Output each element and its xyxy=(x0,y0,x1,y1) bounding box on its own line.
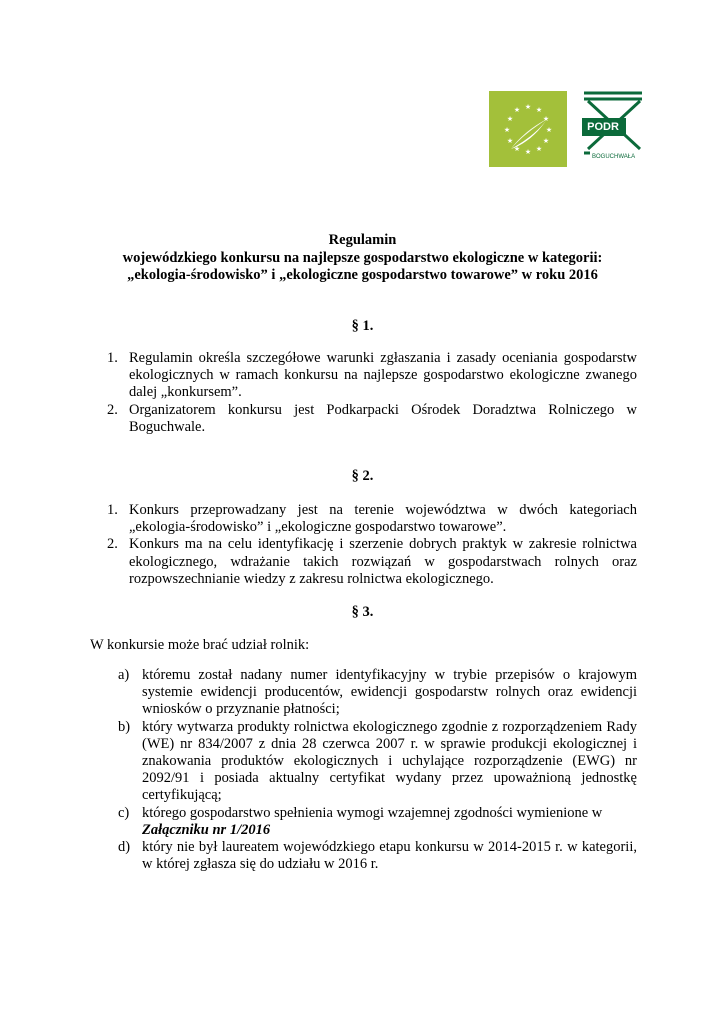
svg-text:★: ★ xyxy=(542,115,550,123)
svg-text:★: ★ xyxy=(513,106,521,114)
list-item-letter: a) xyxy=(118,667,130,683)
list-item-number: 2. xyxy=(107,401,118,418)
section-1-list xyxy=(90,350,637,436)
svg-text:★: ★ xyxy=(513,145,521,153)
attachment-reference: Załączniku nr 1/2016 xyxy=(142,821,271,838)
list-item-letter: b) xyxy=(118,718,131,735)
section-3-heading: § 3. xyxy=(351,604,374,620)
podr-logo-text: PODR xyxy=(587,121,619,133)
list-item-number: 2. xyxy=(107,536,118,553)
list-item-text: który wytwarza produkty rolnictwa ekologicznego zgodnie z rozporządzeniem Rady (WE) nr 834/2007 z dnia 28 czerwca 2007 r. w sprawie produkcji ekologicznej i znakowania produktów ekologicznych i uchylające rozporządzenie (EWG) nr 2092/91 i posiada aktualny certyfikat wydany przez upoważnioną jednostkę certyfikującą; xyxy=(142,718,637,804)
list-item xyxy=(90,350,637,402)
list-item-letter: c) xyxy=(118,804,130,821)
list-item xyxy=(90,667,637,719)
svg-text:★: ★ xyxy=(506,115,514,123)
svg-text:★: ★ xyxy=(545,126,553,134)
list-item xyxy=(90,805,637,839)
list-item-text: któremu został nadany numer identyfikacyjny w trybie przepisów o krajowym systemie ewidencji producentów, ewidencji gospodarstw rolnych oraz ewidencji wniosków o przyznanie płatności; xyxy=(142,667,637,718)
title-line-2: wojewódzkiego konkursu na najlepsze gospodarstwo ekologiczne w kategorii: xyxy=(122,249,603,266)
list-item-letter: d) xyxy=(118,839,131,856)
list-item-text: którego gospodarstwo spełnienia wymogi wzajemnej zgodności wymienione w xyxy=(142,804,603,821)
list-item-text: Organizatorem konkursu jest Podkarpacki Ośrodek Doradztwa Rolniczego w Boguchwale. xyxy=(129,401,637,435)
section-2-heading: § 2. xyxy=(351,468,374,484)
section-3-list xyxy=(90,667,637,873)
svg-text:★: ★ xyxy=(535,106,543,114)
svg-text:★: ★ xyxy=(542,137,550,145)
list-item xyxy=(90,719,637,805)
list-item xyxy=(90,839,637,873)
eu-organic-leaf-icon xyxy=(489,91,567,167)
document-title xyxy=(90,232,635,285)
section-3-intro: W konkursie może brać udział rolnik: xyxy=(90,637,310,653)
svg-text:★: ★ xyxy=(535,145,543,153)
list-item-number: 1. xyxy=(107,350,118,366)
list-item xyxy=(90,402,637,436)
list-item-text: który nie był laureatem wojewódzkiego etapu konkursu w 2014-2015 r. w kategorii, w której zgłasza się do udziału w 2016 r. xyxy=(142,839,637,873)
list-item-text: Konkurs ma na celu identyfikację i szerzenie dobrych praktyk w zakresie rolnictwa ekologicznego, wdrażanie takich rozwiązań w gospodarstwach rolnych oraz rozpowszechnianie wiedzy z zakresu rolnictwa ekologicznego. xyxy=(129,536,637,587)
svg-text:★: ★ xyxy=(503,126,511,134)
list-item-text: Konkurs przeprowadzany jest na terenie województwa w dwóch kategoriach „ekologia-środowisko” i „ekologiczne gospodarstwo towarowe”. xyxy=(129,502,637,536)
section-1-heading: § 1. xyxy=(351,318,374,334)
title-line-3: „ekologia-środowisko” i „ekologiczne gospodarstwo towarowe” w roku 2016 xyxy=(127,267,598,283)
svg-text:★: ★ xyxy=(506,137,514,145)
podr-logo-subtext: BOGUCHWAŁA xyxy=(592,154,636,160)
list-item-text: Regulamin określa szczegółowe warunki zgłaszania i zasady oceniania gospodarstw ekologicznych w ramach konkursu na najlepsze gospodarstwo ekologiczne zwanego dalej „konkursem”. xyxy=(129,350,637,401)
header-logos xyxy=(489,91,649,167)
list-item-number: 1. xyxy=(107,502,118,518)
list-item xyxy=(90,536,637,588)
section-2-list xyxy=(90,502,637,588)
podr-logo xyxy=(582,91,649,167)
svg-text:★: ★ xyxy=(524,103,532,111)
svg-text:★: ★ xyxy=(524,148,532,156)
title-line-1: Regulamin xyxy=(328,232,397,248)
list-item xyxy=(90,502,637,536)
